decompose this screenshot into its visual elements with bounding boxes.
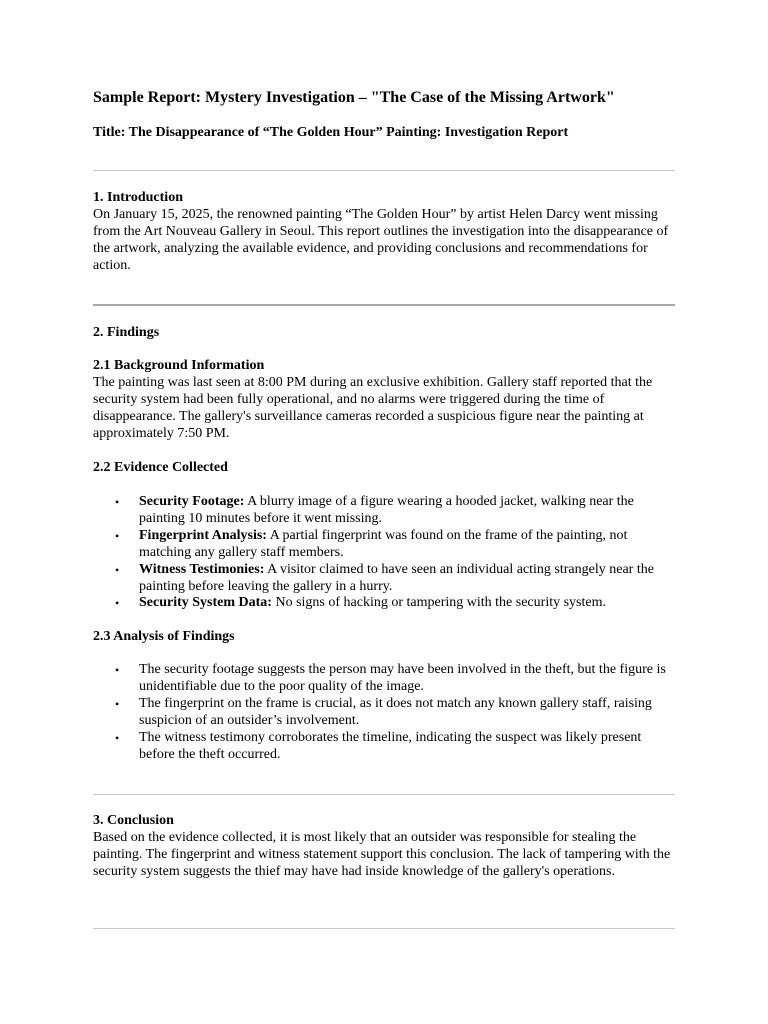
list-item — [93, 730, 675, 764]
divider — [93, 304, 675, 306]
list-item — [93, 595, 675, 612]
background-section — [93, 358, 675, 443]
introduction-section — [93, 190, 675, 275]
conclusion-heading: 3. Conclusion — [93, 813, 174, 828]
evidence-text: A visitor claimed to have seen an individual acting strangely near the painting before leaving the gallery in a hurry. — [139, 561, 654, 594]
bullet-icon: • — [115, 528, 120, 543]
conclusion-text: Based on the evidence collected, it is most likely that an outsider was responsible for stealing the painting. The fingerprint and witness statement support this conclusion. The lack of tampering with the security system suggests the thief may have had inside knowledge of the gallery's operations. — [93, 829, 671, 879]
divider — [93, 794, 675, 795]
list-item — [93, 562, 675, 596]
introduction-heading: 1. Introduction — [93, 190, 183, 205]
analysis-heading: 2.3 Analysis of Findings — [93, 629, 235, 644]
evidence-text: A blurry image of a figure wearing a hooded jacket, walking near the painting 10 minutes before it went missing. — [139, 494, 634, 526]
evidence-list — [93, 494, 675, 612]
divider — [93, 928, 675, 929]
conclusion-section — [93, 813, 675, 881]
document-title: Sample Report: Mystery Investigation – "The Case of the Missing Artwork" — [93, 89, 615, 106]
evidence-text: A partial fingerprint was found on the frame of the painting, not matching any gallery staff members. — [139, 527, 628, 560]
evidence-label: Security System Data: — [139, 595, 272, 611]
evidence-label: Fingerprint Analysis: — [139, 527, 267, 543]
evidence-heading-block — [93, 460, 675, 477]
bullet-icon: • — [115, 730, 120, 745]
evidence-heading: 2.2 Evidence Collected — [93, 460, 228, 475]
evidence-label: Witness Testimonies: — [139, 561, 265, 577]
analysis-text: The security footage suggests the person may have been involved in the theft, but the figure is unidentifiable due to the poor quality of the image. — [139, 662, 666, 694]
bullet-icon: • — [115, 562, 120, 577]
list-item — [93, 494, 675, 528]
background-text: The painting was last seen at 8:00 PM during an exclusive exhibition. Gallery staff reported that the security system had been fully operational, and no alarms were triggered during the time of disappearance. The gallery's surveillance cameras recorded a suspicious figure near the painting at approximately 7:50 PM. — [93, 374, 653, 441]
divider — [93, 170, 675, 171]
introduction-text: On January 15, 2025, the renowned painting “The Golden Hour” by artist Helen Darcy went missing from the Art Nouveau Gallery in Seoul. This report outlines the investigation into the disappearance of the artwork, analyzing the available evidence, and providing conclusions and recommendations for action. — [93, 206, 669, 273]
bullet-icon: • — [115, 495, 120, 509]
analysis-text: The fingerprint on the frame is crucial, as it does not match any known gallery staff, raising suspicion of an outsider’s involvement. — [139, 695, 652, 728]
findings-heading: 2. Findings — [93, 325, 160, 340]
list-item — [93, 662, 675, 696]
background-heading: 2.1 Background Information — [93, 358, 265, 373]
bullet-icon: • — [115, 696, 120, 711]
list-item — [93, 696, 675, 730]
analysis-heading-block — [93, 629, 675, 646]
bullet-icon: • — [115, 596, 120, 611]
list-item — [93, 528, 675, 562]
analysis-list — [93, 662, 675, 763]
evidence-label: Security Footage: — [139, 494, 245, 509]
bullet-icon: • — [115, 663, 120, 677]
evidence-text: No signs of hacking or tampering with the security system. — [271, 595, 606, 611]
findings-heading-block — [93, 325, 675, 342]
document-subtitle: Title: The Disappearance of “The Golden Hour” Painting: Investigation Report — [93, 125, 569, 140]
analysis-text: The witness testimony corroborates the timeline, indicating the suspect was likely present before the theft occurred. — [139, 729, 642, 762]
